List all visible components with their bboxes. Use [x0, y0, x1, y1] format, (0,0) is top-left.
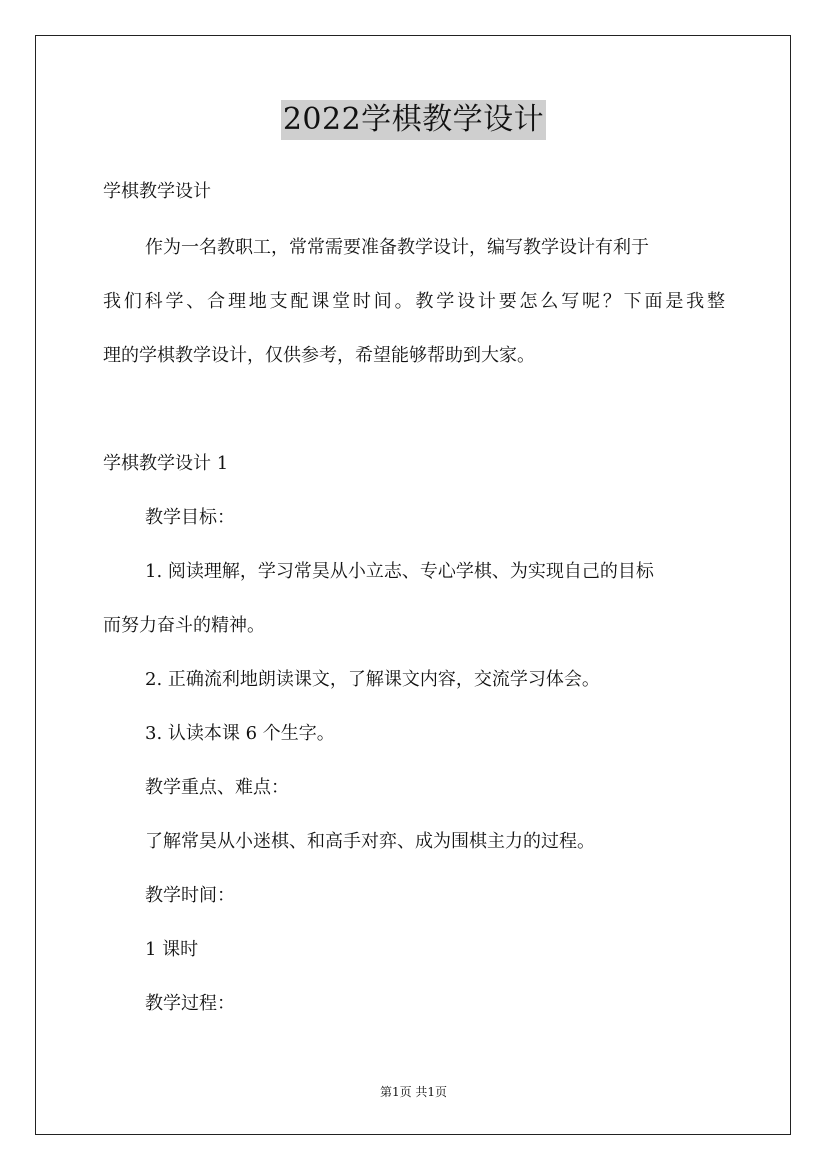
title-container	[0, 100, 827, 140]
page-number: 第1页 共1页	[379, 1085, 448, 1099]
intro-line-2: 我们科学、合理地支配课堂时间。教学设计要怎么写呢？下面是我整	[103, 291, 725, 312]
page-footer	[0, 1084, 827, 1100]
time-value: 1 课时	[145, 939, 199, 960]
intro-line-1: 作为一名教职工，常常需要准备教学设计，编写教学设计有利于	[145, 237, 649, 258]
goals-label: 教学目标：	[145, 507, 235, 528]
section-heading: 学棋教学设计 1	[103, 453, 229, 474]
document-title: 2022学棋教学设计	[281, 100, 546, 140]
intro-line-3: 理的学棋教学设计，仅供参考，希望能够帮助到大家。	[103, 345, 535, 366]
goal-1-line-2: 而努力奋斗的精神。	[103, 615, 265, 636]
subtitle: 学棋教学设计	[103, 181, 211, 202]
time-label: 教学时间：	[145, 885, 235, 906]
goal-2: 2. 正确流利地朗读课文，了解课文内容，交流学习体会。	[145, 669, 600, 690]
goal-1-line-1: 1. 阅读理解，学习常昊从小立志、专心学棋、为实现自己的目标	[145, 561, 654, 582]
goal-3: 3. 认读本课 6 个生字。	[145, 723, 335, 744]
process-label: 教学过程：	[145, 993, 235, 1014]
key-points-text: 了解常昊从小迷棋、和高手对弈、成为围棋主力的过程。	[145, 831, 595, 852]
key-points-label: 教学重点、难点：	[145, 777, 289, 798]
